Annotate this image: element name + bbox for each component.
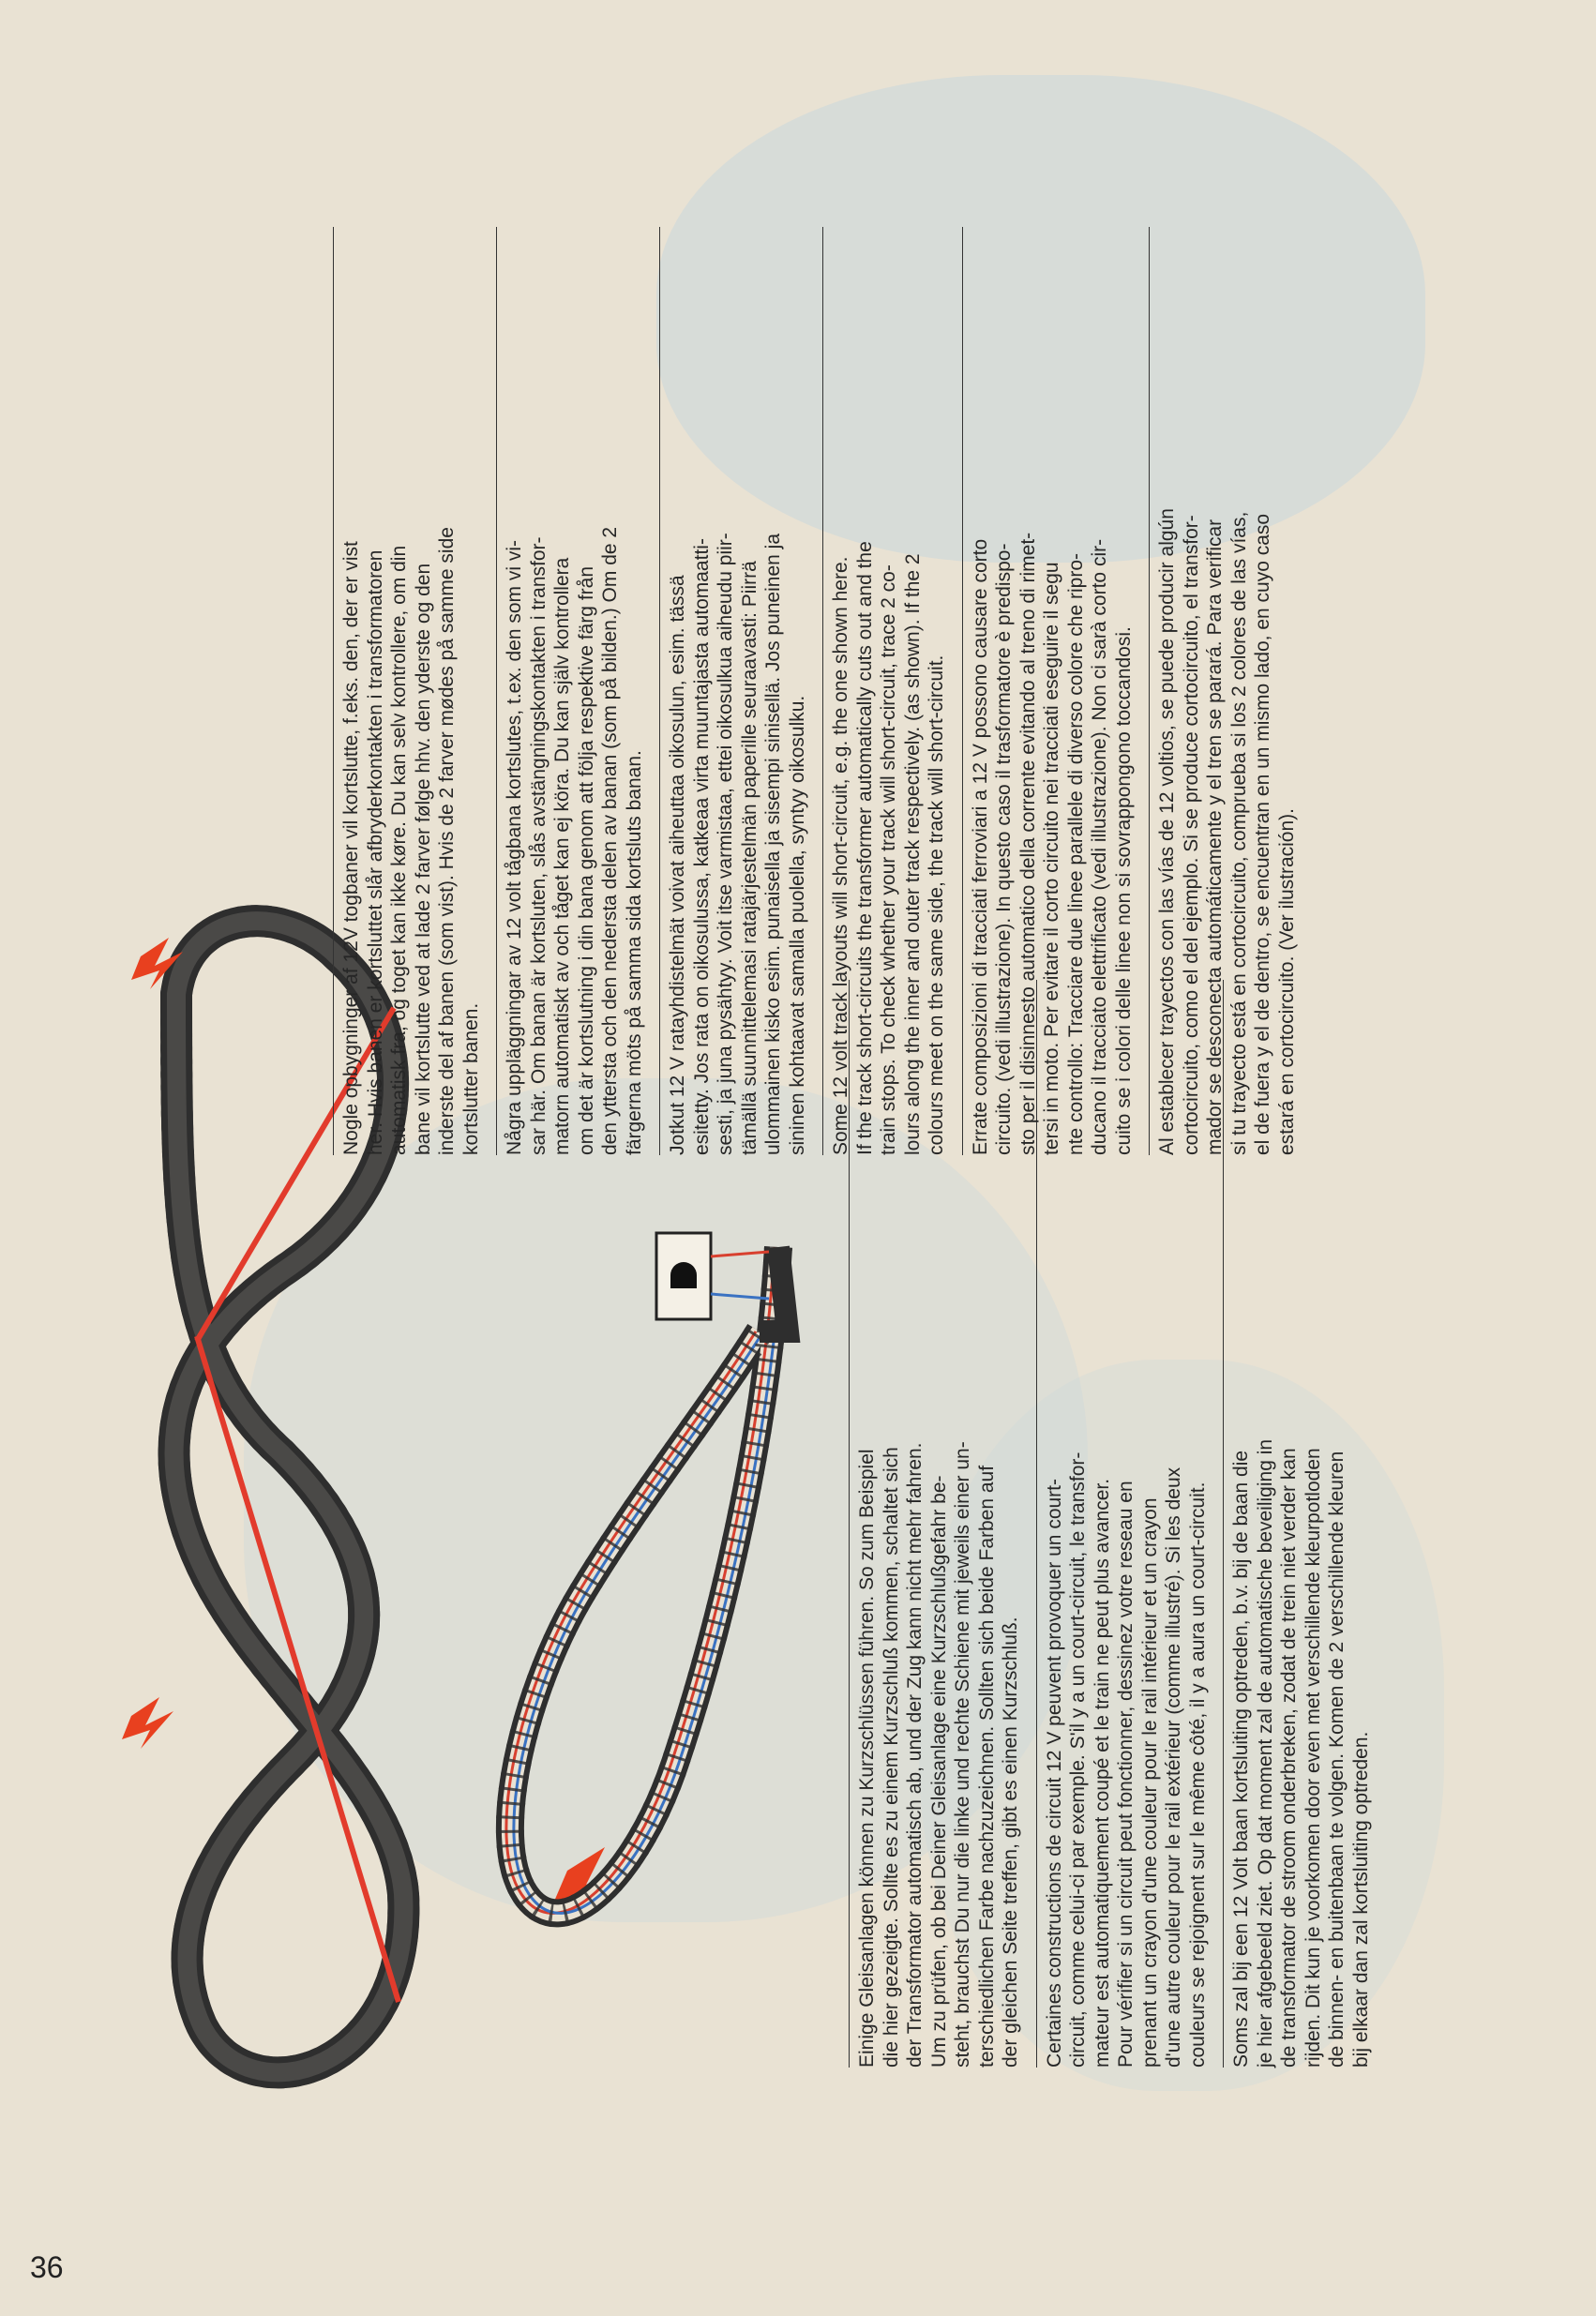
red-line-display [204, 1346, 405, 2009]
paragraph-dutch: Soms zal bij een 12 Volt baan kortsluiting optreden, b.v. bij de baan die je hier afgebeeld ziet. Op dat moment zal de automatische beveiliging in de transformator de stroom onderbreken, zodat de trein niet verder kan rijden. Dit kun je voorkomen door even met verschillende kleurpotloden de binnen- en buitenbaan te volgen. Komen de 2 verschillende kleuren bij elkaar dan zal kortsluiting optreden. [1223, 980, 1386, 2068]
page-number: 36 [30, 2250, 64, 2284]
paragraph-german: Einige Gleisanlagen können zu Kurzschlüssen führen. So zum Beispiel die hier gezeigte. Sollte es zu einem Kurzschluß kommen, schaltet sich der Transformator automatisch ab, und der Zug kann nicht mehr fahren. Um zu prüfen, ob bei Deiner Gleisanlage eine Kurzschlußgefahr be- steht, brauchst Du nur die linke und rechte Schiene mit jeweils einer un- terschiedlichen Farbe nachzuzeichnen. Sollten sich beide Farben auf der gleichen Seite treffen, gibt es einen Kurzschluß. [849, 980, 1036, 2068]
paragraph-finnish: Jotkut 12 V ratayhdistelmät voivat aiheuttaa oikosulun, esim. tässä esitetty. Jos rata on oikosulussa, katkeaa virta muuntajasta automaatti- sesti, ja juna pysähtyy. Voit itse varmistaa, ettei oikosulkua aiheudu piir- tämällä suunnittelemasi ratajärjestelmän paperille seuraavasti: Piirrä ulommainen kisko esim. punaisella ja sisempi sinisellä. Jos puneinen ja sininen kohtaavat samalla puolella, syntyy oikosulku. [659, 227, 822, 1155]
paragraph-swedish: Några uppläggningar av 12 volt tågbana kortslutes, t.ex. den som vi vi- sar här. Om banan är kortsluten, slås avstängningskontakten i transfor- matorn automatiskt av och tåget kan ej köra. Du kan själv kontrollera om det är kortslutning i din bana genom att följa respektive färg från den yttersta och den nedersta delen av banan (som på bilden.) Om de 2 färgerna möts på samma sida kortsluts banan. [496, 227, 659, 1155]
spark-icon [122, 1697, 173, 1749]
text-column-right [333, 227, 1312, 1155]
paragraph-french: Certaines constructions de circuit 12 V peuvent provoquer un court- circuit, comme celui-ci par exemple. S'il y a un court-circuit, le transfor- mateur est automatiquement coupé et le train ne peut plus avancer. Pour vérifier si un circuit peut fonctionner, dessinez votre reseau en prenant un crayon d'une couleur pour le rail intérieur et un crayon d'une autre couleur pour le rail extérieur (comme illustré). Si les deux couleurs se rejoignent sur le même côté, il y a aura un court-circuit. [1036, 980, 1224, 2068]
red-line-primary [205, 1347, 406, 2010]
transformer-icon [656, 1233, 769, 1319]
crossing-line [202, 1336, 403, 2002]
teardrop-track [506, 1247, 788, 1913]
paragraph-danish: Nogle opbygninger af 12V togbaner vil kortslutte, f.eks. den, der er vist her. Hvis banen er kortsluttet slår afbryderkontakten i transformatoren automatisk fra, og toget kan ikke køre. Du kan selv kontrollere, om din bane vil kortslutte ved at lade 2 farver følge hhv. den yderste og den inderste del af banen (som vist). Hvis de 2 farver mødes på samme side kortslutter banen. [333, 227, 496, 1155]
paragraph-italian: Errate composizioni di tracciati ferroviari a 12 V possono causare corto circuito. (vedi illustrazione). In questo caso il trasformatore è predispo- sto per il disinnesto automatico della corrente evitando al treno di rimet- tersi in moto. Per evitare il corto circuito nei tracciati eseguire il segu nte controllo: Tracciare due linee parallele di diverso colore che ripro- ducano il tracciato elettrificato (vedi illustrazione). Non ci sarà corto cir- cuito se i colori delle linee non si sovrappongono toccandosi. [962, 227, 1150, 1155]
paragraph-english: Some 12 volt track layouts will short-circuit, e.g. the one shown here. If the track short-circuits the transformer automatically cuts out and the train stops. To check whether your track will short-circuit, trace 2 co- lours along the inner and outer track respectively. (as shown). If the 2 colours meet on the same side, the track will short-circuit. [822, 227, 962, 1155]
red-line-overlay-2 [206, 1348, 407, 2011]
paragraph-spanish: Al establecer trayectos con las vías de 12 voltios, se puede producir algún cortocircuito, como el del ejemplo. Si se produce cortocircuito, el transfor- mador se desconecta automáticamente y el tren se parará. Para verificar si tu trayecto está en cortocircuito, comprueba si los 2 colores de las vías, el de fuera y el de dentro, se encuentran en un mismo lado, en cuyo caso estará en cortocircuito. (Ver ilustración). [1149, 227, 1312, 1155]
cross-red-line [203, 1346, 404, 2008]
